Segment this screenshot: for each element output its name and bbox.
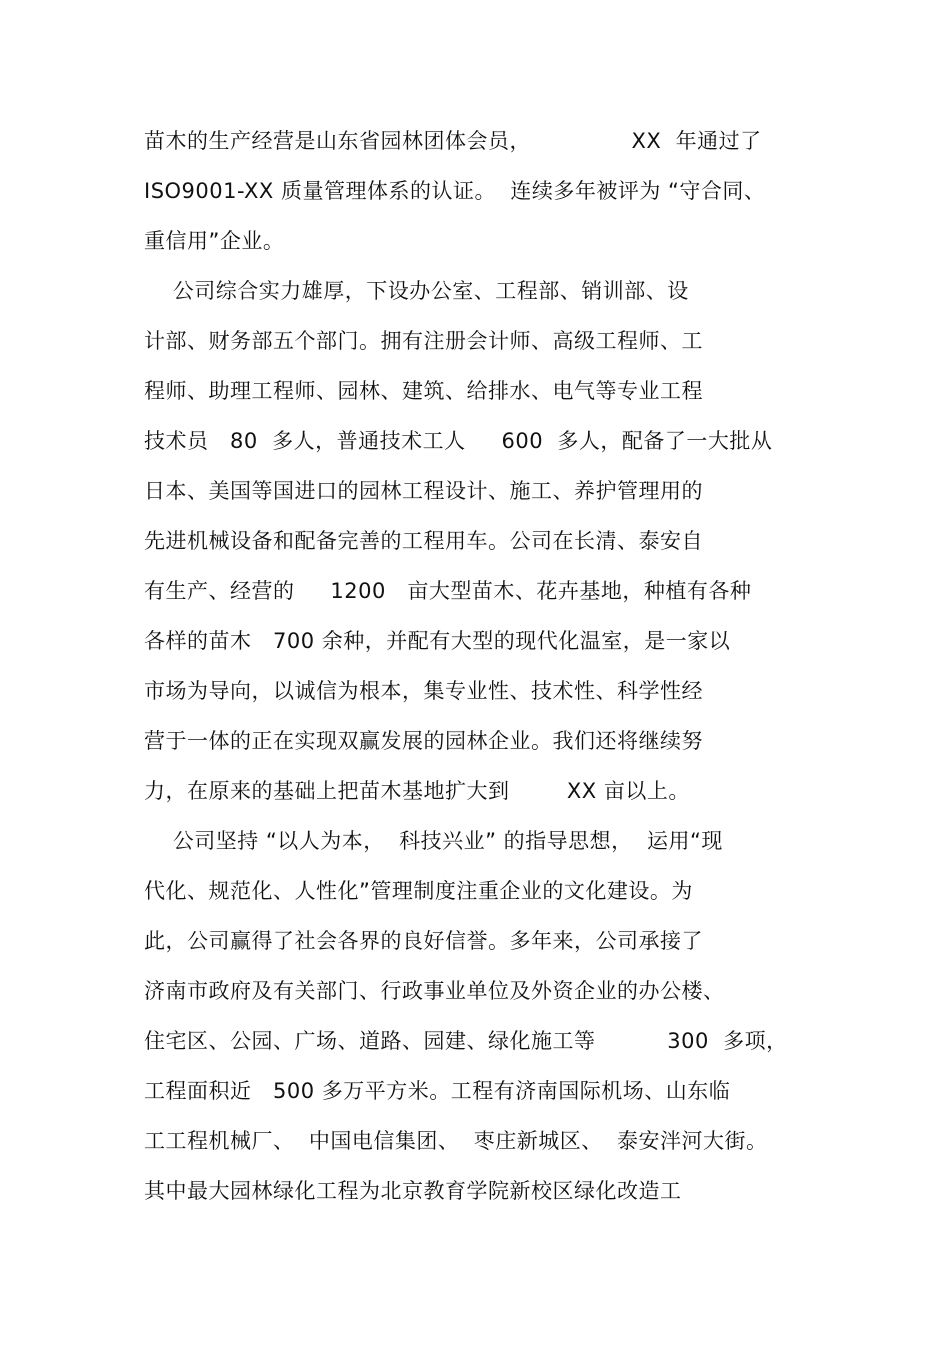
text-line: 市场为导向，以诚信为根本，集专业性、技术性、科学性经 bbox=[144, 679, 703, 703]
text-line: 程师、助理工程师、园林、建筑、给排水、电气等专业工程 bbox=[144, 379, 703, 403]
text-line: 工程面积近 500 多万平方米。工程有济南国际机场、山东临 bbox=[144, 1079, 731, 1103]
text-line: 技术员 80 多人，普通技术工人 600 多人，配备了一大批从 bbox=[144, 429, 773, 453]
text-line: 有生产、经营的 1200 亩大型苗木、花卉基地，种植有各种 bbox=[144, 579, 752, 603]
paragraph-start-line: 公司综合实力雄厚，下设办公室、工程部、销训部、设 bbox=[144, 279, 689, 303]
paragraph-start-line: 公司坚持 “以人为本， 科技兴业” 的指导思想， 运用“现 bbox=[144, 829, 723, 853]
text-line: 力，在原来的基础上把苗木基地扩大到 XX 亩以上。 bbox=[144, 779, 690, 803]
text-line: 济南市政府及有关部门、行政事业单位及外资企业的办公楼、 bbox=[144, 979, 725, 1003]
text-line: 代化、规范化、人性化”管理制度注重企业的文化建设。为 bbox=[144, 879, 693, 903]
text-line: 先进机械设备和配备完善的工程用车。公司在长清、泰安自 bbox=[144, 529, 703, 553]
text-line: 日本、美国等国进口的园林工程设计、施工、养护管理用的 bbox=[144, 479, 703, 503]
text-line: 此，公司赢得了社会各界的良好信誉。多年来，公司承接了 bbox=[144, 929, 703, 953]
text-line: 住宅区、公园、广场、道路、园建、绿化施工等 300 多项， bbox=[144, 1029, 788, 1053]
text-line: 各样的苗木 700 余种，并配有大型的现代化温室，是一家以 bbox=[144, 629, 731, 653]
text-line: 计部、财务部五个部门。拥有注册会计师、高级工程师、工 bbox=[144, 329, 703, 353]
text-line: 其中最大园林绿化工程为北京教育学院新校区绿化改造工 bbox=[144, 1179, 682, 1203]
text-line: 重信用”企业。 bbox=[144, 229, 285, 253]
text-line: 营于一体的正在实现双赢发展的园林企业。我们还将继续努 bbox=[144, 729, 703, 753]
text-line: 苗木的生产经营是山东省园林团体会员， XX 年通过了 bbox=[144, 129, 762, 153]
text-line: 工工程机械厂、 中国电信集团、 枣庄新城区、 泰安泮河大街。 bbox=[144, 1129, 768, 1153]
text-line: ISO9001-XX 质量管理体系的认证。 连续多年被评为 “守合同、 bbox=[144, 179, 766, 203]
